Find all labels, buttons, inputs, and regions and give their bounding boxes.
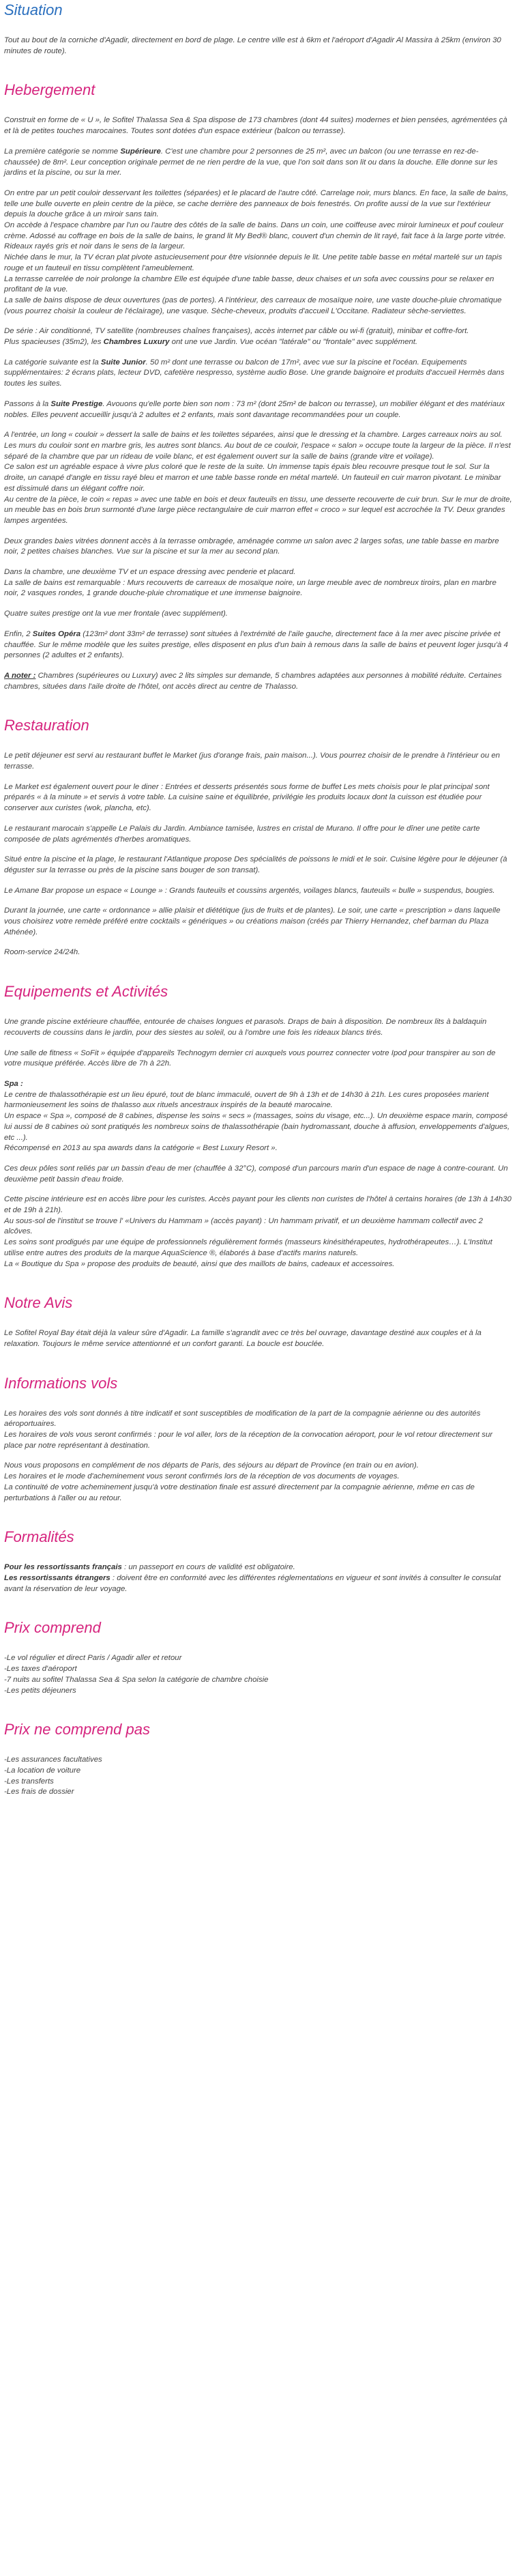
list-item: -Les assurances facultatives xyxy=(4,1756,102,1764)
hebergement-paragraph: La catégorie suivante est la Suite Junior. 50 m² dont une terrasse ou balcon de 17m², avec vue sur la piscine et l'océan. Equipements supplémentaires: 2 écrans plats, lecteur DVD, cafetière nespresso, système audio Bose. Une grande baignoire et produits d'accueil Hermès dans toutes les suites. xyxy=(4,358,505,388)
formalites-heading: Formalités xyxy=(4,1528,74,1546)
equipements-paragraph: Récompensé en 2013 au spa awards dans la catégorie « Best Luxury Resort ». xyxy=(4,1144,278,1153)
hebergement-paragraph: On entre par un petit couloir desservant les toilettes (séparées) et le placard de l'autre côté. Carrelage noir, murs blancs. En face, la salle de bains, telle une bulle ouverte en plein centre de la pièce, se cache derrière des panneaux de bois fenestrés. On profite aussi de la vue sur l'extérieur depuis la douche grâce à un miroir sans tain. xyxy=(4,188,509,219)
hebergement-paragraph: Au centre de la pièce, le coin « repas » avec une table en bois et deux fauteuils en tissu, une desserte recouverte de cuir brun. Sur le mur de droite, un meuble bas en bois brun surmonté d'une large pièce rectangulaire de cuir marron effet « croco » sur lequel est accrochée la TV. Deux grandes lampes argentées. xyxy=(4,495,512,525)
formalites-paragraph: Pour les ressortissants français : un passeport en cours de validité est obligatoire. xyxy=(4,1563,295,1572)
prix-ne-comprend-heading: Prix ne comprend pas xyxy=(4,1721,150,1738)
restauration-paragraph: Room-service 24/24h. xyxy=(4,948,80,957)
hebergement-paragraph: Deux grandes baies vitrées donnent accès à la terrasse ombragée, aménagée comme un salon avec 2 larges sofas, une table basse en marbre noir, 2 petites chaises blanches. Vue sur la piscine et sur la mer au second plan. xyxy=(4,536,499,556)
restauration-paragraph: Le restaurant marocain s'appelle Le Palais du Jardin. Ambiance tamisée, lustres en cristal de Murano. Il offre pour le dîner une petite carte composée de plats agrémentés d'herbes aromatiques. xyxy=(4,824,480,844)
equipements-paragraph: Un espace « Spa », composé de 8 cabines, dispense les soins « secs » (massages, soins du visage, etc...). Un deuxième espace marin, composé lui aussi de 8 cabines où sont pratiqués les nombreux soins de thalassothérapie (bain hydromassant, douche à affusion, enveloppements d'algues, etc ...). xyxy=(4,1112,510,1142)
equipements-paragraph: Cette piscine intérieure est en accès libre pour les curistes. Accès payant pour les clients non curistes de l'hôtel à certains horaires (de 13h à 14h30 et de 19h à 21h). xyxy=(4,1195,512,1215)
list-item: -Les petits déjeuners xyxy=(4,1686,76,1695)
hebergement-paragraph: A l'entrée, un long « couloir » dessert la salle de bains et les toilettes séparées, ainsi que le dressing et la chambre. Larges carreaux noirs au sol. Les murs du couloir sont en marbre gris, les autres sont blancs. Au bout de ce couloir, l'espace « salon » occupe toute la largeur de la pièce. Il n'est séparé de la chambre que par un rideau de voile blanc, et est également ouvert sur la salle de bains (grande vitre et voilage). xyxy=(4,431,511,461)
list-item: -Les frais de dossier xyxy=(4,1788,74,1797)
formalites-paragraph: Les ressortissants étrangers : doivent être en conformité avec les différentes réglementations en vigueur et sont invités à consulter le consulat avant la réservation de leur voyage. xyxy=(4,1573,501,1593)
hebergement-paragraph: Dans la chambre, une deuxième TV et un espace dressing avec penderie et placard. xyxy=(4,568,296,577)
situation-text: Tout au bout de la corniche d'Agadir, directement en bord de plage. Le centre ville est à 6km et l'aéroport d'Agadir Al Massira à 25km (environ 30 minutes de route). xyxy=(4,36,501,55)
restauration-paragraph: Situé entre la piscine et la plage, le restaurant l'Atlantique propose Des spécialités de poissons le midi et le soir. Cuisine légère pour le déjeuner (à déguster sur la terrasse ou près de la piscine sans bouger de son transat). xyxy=(4,855,507,874)
equipements-paragraph: Au sous-sol de l'institut se trouve l' «Univers du Hammam » (accès payant) : Un hammam privatif, et un deuxième hammam collectif avec 2 alcôves. xyxy=(4,1216,483,1236)
hebergement-paragraph: Ce salon est un agréable espace à vivre plus coloré que le reste de la suite. Un immense tapis épais bleu recouvre presque tout le sol. Sur la droite, un canapé d'angle en tissu rayé bleu et marron et une table basse ronde en métal martelé. Un fauteuil en cuir marron pivotant. Le minibar est dissimulé dans un élégant coffre noir. xyxy=(4,463,501,493)
avis-heading: Notre Avis xyxy=(4,1294,73,1312)
vols-paragraph: Les horaires des vols sont donnés à titre indicatif et sont susceptibles de modification de la part de la compagnie aérienne ou des autorités aéroportuaires. xyxy=(4,1409,481,1429)
hebergement-paragraph: Quatre suites prestige ont la vue mer frontale (avec supplément). xyxy=(4,610,228,618)
hebergement-paragraph: Nichée dans le mur, la TV écran plat pivote astucieusement pour être visionnée depuis le lit. Une petite table basse en métal martelé sur un tapis rouge et un fauteuil en tissu complètent l'ameublement. xyxy=(4,253,503,272)
list-item: -Les taxes d'aéroport xyxy=(4,1665,77,1674)
vols-paragraph: La continuité de votre acheminement jusqu'à votre destination finale est assuré directement par la compagnie aérienne, même en cas de perturbations à l'aller ou au retour. xyxy=(4,1483,475,1502)
prix-comprend-heading: Prix comprend xyxy=(4,1619,101,1637)
list-item: -Le vol régulier et direct Paris / Agadir aller et retour xyxy=(4,1654,182,1663)
equipements-heading: Equipements et Activités xyxy=(4,983,168,1001)
hebergement-paragraph: La salle de bains dispose de deux ouvertures (pas de portes). A l'intérieur, des carreaux de mosaïque noire, une vaste douche-pluie chromatique (vous pourrez choisir la couleur de l'éclairage), une vasque. Sèche-cheveux, produits d'accueil L'Occitane. Radiateur sèche-serviettes. xyxy=(4,296,502,315)
restauration-paragraph: Durant la journée, une carte « ordonnance » allie plaisir et diététique (jus de fruits et de plantes). Le soir, une carte « prescription » dans laquelle vous choisirez votre remède préféré entre cocktails « génériques » ou créations maison (créés par Thierry Hernandez, chef barman du Plaza Athénée). xyxy=(4,906,501,936)
restauration-paragraph: Le Amane Bar propose un espace « Lounge » : Grands fauteuils et coussins argentés, voilages blancs, fauteuils « bulle » suspendus, bougies. xyxy=(4,886,495,895)
equipements-paragraph: Les soins sont prodigués par une équipe de professionnels régulièrement formés (masseurs kinésithérapeutes, hydrothérapeutes…). L'Institut utilise entre autres des produits de la marque AquaScience ®, élaborés à base d'actifs marins naturels. xyxy=(4,1238,492,1257)
prix-comprend-list xyxy=(4,1653,513,1696)
hebergement-paragraph: Passons à la Suite Prestige. Avouons qu'elle porte bien son nom : 73 m² (dont 25m² de balcon ou terrasse), un mobilier élégant et des matériaux nobles. Elles peuvent accueillir jusqu'à 2 adultes et 2 enfants, mais sont davantage recommandées pour un couple. xyxy=(4,399,505,419)
hebergement-paragraph: La terrasse carrelée de noir prolonge la chambre Elle est équipée d'une table basse, deux chaises et un sofa avec coussins pour se relaxer en profitant de la vue. xyxy=(4,274,494,294)
restauration-paragraph: Le Market est également ouvert pour le diner : Entrées et desserts présentés sous forme de buffet Les mets choisis pour le plat principal sont préparés « à la minute » et servis à votre table. La cuisine saine et équilibrée, privilégie les produits locaux dont la cuisson est étudiée pour conserver aux curistes (wok, plancha, etc). xyxy=(4,782,490,813)
prix-ne-comprend-list xyxy=(4,1755,513,1798)
vols-heading: Informations vols xyxy=(4,1374,118,1392)
vols-paragraph: Les horaires de vols vous seront confirmés : pour le vol aller, lors de la réception de la convocation aéroport, pour le vol retour directement sur place par notre représentant à destination. xyxy=(4,1431,493,1450)
equipements-paragraph: Ces deux pôles sont reliés par un bassin d'eau de mer (chauffée à 32°C), composé d'un parcours marin d'un espace de nage à contre-courant. Un deuxième petit bassin d'eau froide. xyxy=(4,1164,508,1184)
equipements-paragraph: La « Boutique du Spa » propose des produits de beauté, ainsi que des maillots de bains, cadeaux et accessoires. xyxy=(4,1259,395,1268)
vols-paragraph: Nous vous proposons en complément de nos départs de Paris, des séjours au départ de Province (en train ou en avion). xyxy=(4,1461,419,1470)
equipements-paragraph: Une salle de fitness « SoFit » équipée d'appareils Technogym dernier cri auxquels vous pourrez connecter votre Ipod pour transpirer au son de votre musique préférée. Accès libre de 7h à 22h. xyxy=(4,1048,496,1068)
hebergement-paragraph: On accède à l'espace chambre par l'un ou l'autre des côtés de la salle de bains. Dans un coin, une coiffeuse avec miroir lumineux et pouf couleur crème. Adossé au coffrage en bois de la salle de bains, le grand lit My Bed® blanc, couvert d'un chemin de lit rayé, fait face à la large porte vitrée. Rideaux rayés gris et noir dans le sens de la largeur. xyxy=(4,221,506,251)
hebergement-paragraph: Plus spacieuses (35m2), les Chambres Luxury ont une vue Jardin. Vue océan "latérale" ou "frontale" avec supplément. xyxy=(4,338,418,347)
equipements-paragraph: Une grande piscine extérieure chauffée, entourée de chaises longues et parasols. Draps de bain à disposition. De nombreux lits à baldaquin recouverts de coussins dans le jardin, pour des siestes au soleil, ou à l'ombre une fois les rideaux blancs tirés. xyxy=(4,1018,487,1037)
hebergement-paragraph: La première catégorie se nomme Supérieure. C'est une chambre pour 2 personnes de 25 m², avec un balcon (ou une terrasse en rez-de-chaussée) de 8m². Leur conception originale permet de ne rien perdre de la vue, que l'on soit dans son lit ou dans la douche. Elle donne sur les jardins et la piscine, ou sur la mer. xyxy=(4,147,498,177)
list-item: -7 nuits au sofitel Thalassa Sea & Spa selon la catégorie de chambre choisie xyxy=(4,1675,269,1684)
restauration-heading: Restauration xyxy=(4,717,89,734)
hebergement-paragraph: La salle de bains est remarquable : Murs recouverts de carreaux de mosaïque noire, un large meuble avec de nombreux tiroirs, plan en marbre noir, 2 vasques rondes, 1 grande douche-pluie chromatique et une immense baignoire. xyxy=(4,578,497,598)
vols-paragraph: Les horaires et le mode d'acheminement vous seront confirmés lors de la réception de vos documents de voyages. xyxy=(4,1472,400,1481)
hebergement-heading: Hebergement xyxy=(4,81,95,99)
spa-label: Spa : xyxy=(4,1080,23,1088)
hebergement-note: A noter : Chambres (supérieures ou Luxury) avec 2 lits simples sur demande, 5 chambres adaptées aux personnes à mobilité réduite. Certaines chambres, situées dans l'aile droite de l'hôtel, ont accès direct au centre de Thalasso. xyxy=(4,671,502,691)
situation-heading: Situation xyxy=(4,1,63,18)
list-item: -Les transferts xyxy=(4,1777,54,1786)
equipements-paragraph: Le centre de thalassothérapie est un lieu épuré, tout de blanc immaculé, ouvert de 9h à 13h et de 14h30 à 21h. Les cures proposées marient harmonieusement les soins de thalasso aux rituels ancestraux inspirés de la beauté marocaine. xyxy=(4,1090,489,1110)
avis-text: Le Sofitel Royal Bay était déjà la valeur sûre d'Agadir. La famille s'agrandit avec ce très bel ouvrage, davantage destiné aux couples et à la relaxation. Toujours le même service attentionné et un confort garanti. La boucle est bouclée. xyxy=(4,1329,482,1348)
hebergement-paragraph: Construit en forme de « U », le Sofitel Thalassa Sea & Spa dispose de 173 chambres (dont 44 suites) modernes et bien pensées, agrémentées çà et là de petites touches marocaines. Toutes sont dotées d'un espace extérieur (balcon ou terrasse). xyxy=(4,116,507,136)
hebergement-paragraph: De série : Air conditionné, TV satellite (nombreuses chaînes françaises), accès internet par câble ou wi-fi (gratuit), minibar et coffre-fort. xyxy=(4,327,469,336)
list-item: -La location de voiture xyxy=(4,1766,81,1775)
restauration-paragraph: Le petit déjeuner est servi au restaurant buffet le Market (jus d'orange frais, pain maison...). Vous pourrez choisir de le prendre à l'intérieur ou en terrasse. xyxy=(4,752,500,771)
hebergement-paragraph: Enfin, 2 Suites Opéra (123m² dont 33m² de terrasse) sont situées à l'extrémité de l'aile gauche, directement face à la mer avec piscine privée et chauffée. Sur le même modèle que les suites prestige, elles disposent en plus d'un bain à remous dans la salle de bains et peuvent loger jusqu'à 4 personnes (2 adultes et 2 enfants). xyxy=(4,629,508,660)
